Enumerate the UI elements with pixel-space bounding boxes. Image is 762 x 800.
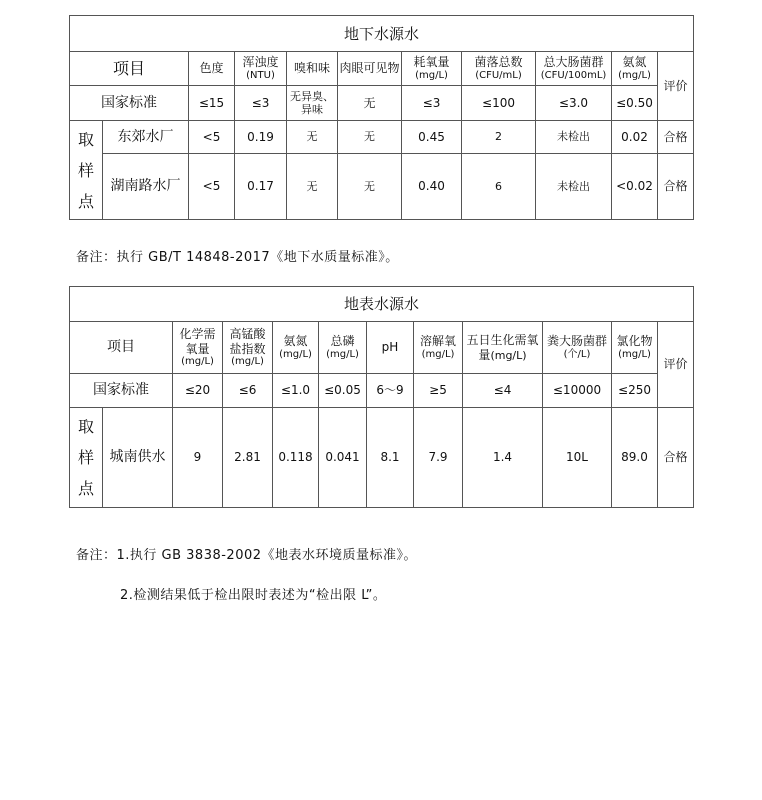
cell-value: 0.17	[235, 154, 287, 220]
col-header	[273, 322, 319, 374]
cell-value: 9	[173, 408, 223, 508]
col-header	[612, 52, 658, 86]
col-unit: (mg/L)	[618, 69, 651, 81]
col-unit: (mg/L)	[421, 348, 455, 360]
standard-value: 6～9	[367, 374, 414, 408]
cell-value: 0.02	[612, 121, 658, 154]
surfacewater-title: 地表水源水	[70, 287, 694, 322]
surfacewater-note-2: 2.检测结果低于检出限时表述为“检出限 L”。	[120, 588, 387, 603]
col-unit: (mg/L)	[618, 348, 651, 360]
cell-value: 0.40	[402, 154, 462, 220]
cell-value: 6	[462, 154, 536, 220]
col-name: 肉眼可见物	[339, 61, 400, 76]
col-header	[612, 322, 658, 374]
col-name: 色度	[199, 61, 224, 76]
standard-value: ≤100	[462, 86, 536, 121]
col-header	[367, 322, 414, 374]
col-unit: (mg/L)	[490, 348, 527, 362]
col-unit: (mg/L)	[326, 348, 359, 360]
col-header	[402, 52, 462, 86]
cell-value: 无	[287, 154, 338, 220]
groundwater-table	[69, 15, 694, 220]
col-name: 总磷	[330, 334, 355, 349]
item-label: 项目	[70, 322, 173, 374]
col-header	[189, 52, 235, 86]
col-unit: (CFU/100mL)	[540, 69, 607, 81]
col-unit: (mg/L)	[279, 348, 312, 360]
col-header	[319, 322, 367, 374]
col-header	[543, 322, 612, 374]
standard-value: 无异臭、异味	[287, 86, 338, 121]
standard-value: ≤1.0	[273, 374, 319, 408]
cell-value: 无	[287, 121, 338, 154]
standard-value: ≤10000	[543, 374, 612, 408]
col-header	[223, 322, 273, 374]
col-name: 氨氮	[283, 334, 308, 349]
sample-char: 取	[77, 417, 94, 436]
cell-value: 0.041	[319, 408, 367, 508]
col-name: 溶解氧	[419, 334, 456, 349]
col-header	[338, 52, 402, 86]
col-header	[463, 322, 543, 374]
col-name: pH	[381, 340, 399, 355]
col-header	[536, 52, 612, 86]
standard-value: ≤3.0	[536, 86, 612, 121]
col-unit: (个/L)	[563, 348, 591, 360]
standard-value: ≤6	[223, 374, 273, 408]
cell-value: 未检出	[536, 121, 612, 154]
cell-value: 7.9	[414, 408, 463, 508]
col-name: 浑浊度	[242, 55, 279, 70]
standard-value: ≤250	[612, 374, 658, 408]
cell-value: 0.118	[273, 408, 319, 508]
col-name: 总大肠菌群	[543, 55, 604, 70]
sample-label	[70, 408, 103, 508]
col-header	[173, 322, 223, 374]
col-header	[414, 322, 463, 374]
site-name: 城南供水	[103, 408, 173, 508]
col-name: 五日生化需氧量	[466, 333, 539, 362]
col-unit: (mg/L)	[181, 355, 214, 367]
cell-value: 8.1	[367, 408, 414, 508]
cell-value: 10L	[543, 408, 612, 508]
surfacewater-table	[69, 286, 694, 508]
col-name: 化学需氧量	[179, 327, 216, 356]
col-unit: (mg/L)	[415, 69, 448, 81]
standard-value: ≤20	[173, 374, 223, 408]
sample-char: 点	[77, 191, 94, 211]
col-header	[287, 52, 338, 86]
item-label: 项目	[70, 52, 189, 86]
cell-value: 未检出	[536, 154, 612, 220]
cell-value: 无	[338, 121, 402, 154]
standard-value: ≥5	[414, 374, 463, 408]
col-unit: (mg/L)	[231, 355, 264, 367]
col-header	[235, 52, 287, 86]
col-name: 氨氮	[622, 55, 647, 70]
groundwater-title: 地下水源水	[70, 16, 694, 52]
standard-value: ≤0.05	[319, 374, 367, 408]
col-header	[462, 52, 536, 86]
col-name: 耗氧量	[413, 55, 450, 70]
col-name: 嗅和味	[293, 61, 330, 76]
col-name: 粪大肠菌群	[546, 334, 607, 349]
cell-value: 0.19	[235, 121, 287, 154]
standard-value: ≤15	[189, 86, 235, 121]
eval-value: 合格	[658, 121, 694, 154]
cell-value: 1.4	[463, 408, 543, 508]
standard-value: 无	[338, 86, 402, 121]
cell-value: <0.02	[612, 154, 658, 220]
site-name: 湖南路水厂	[103, 154, 189, 220]
cell-value: 无	[338, 154, 402, 220]
site-name: 东郊水厂	[103, 121, 189, 154]
standard-label: 国家标准	[70, 86, 189, 121]
cell-value: 2	[462, 121, 536, 154]
surfacewater-note-1: 备注：1.执行 GB 3838-2002《地表水环境质量标准》。	[76, 548, 418, 563]
groundwater-note: 备注：执行 GB/T 14848-2017《地下水质量标准》。	[76, 250, 399, 265]
standard-value: ≤3	[402, 86, 462, 121]
cell-value: 0.45	[402, 121, 462, 154]
sample-char: 样	[77, 448, 94, 467]
eval-value: 合格	[658, 408, 694, 508]
standard-label: 国家标准	[70, 374, 173, 408]
cell-value: <5	[189, 121, 235, 154]
cell-value: <5	[189, 154, 235, 220]
standard-value: ≤3	[235, 86, 287, 121]
sample-char: 取	[77, 129, 94, 149]
col-unit: (CFU/mL)	[475, 69, 522, 81]
eval-header: 评价	[658, 52, 694, 121]
eval-value: 合格	[658, 154, 694, 220]
sample-char: 点	[77, 479, 94, 498]
cell-value: 89.0	[612, 408, 658, 508]
standard-value: ≤4	[463, 374, 543, 408]
sample-char: 样	[77, 160, 94, 180]
col-name: 高锰酸盐指数	[229, 327, 266, 356]
sample-label	[70, 121, 103, 220]
cell-value: 2.81	[223, 408, 273, 508]
col-name: 菌落总数	[474, 55, 523, 70]
col-unit: (NTU)	[246, 69, 275, 81]
standard-value: ≤0.50	[612, 86, 658, 121]
eval-header: 评价	[658, 322, 694, 408]
col-name: 氯化物	[616, 334, 653, 349]
